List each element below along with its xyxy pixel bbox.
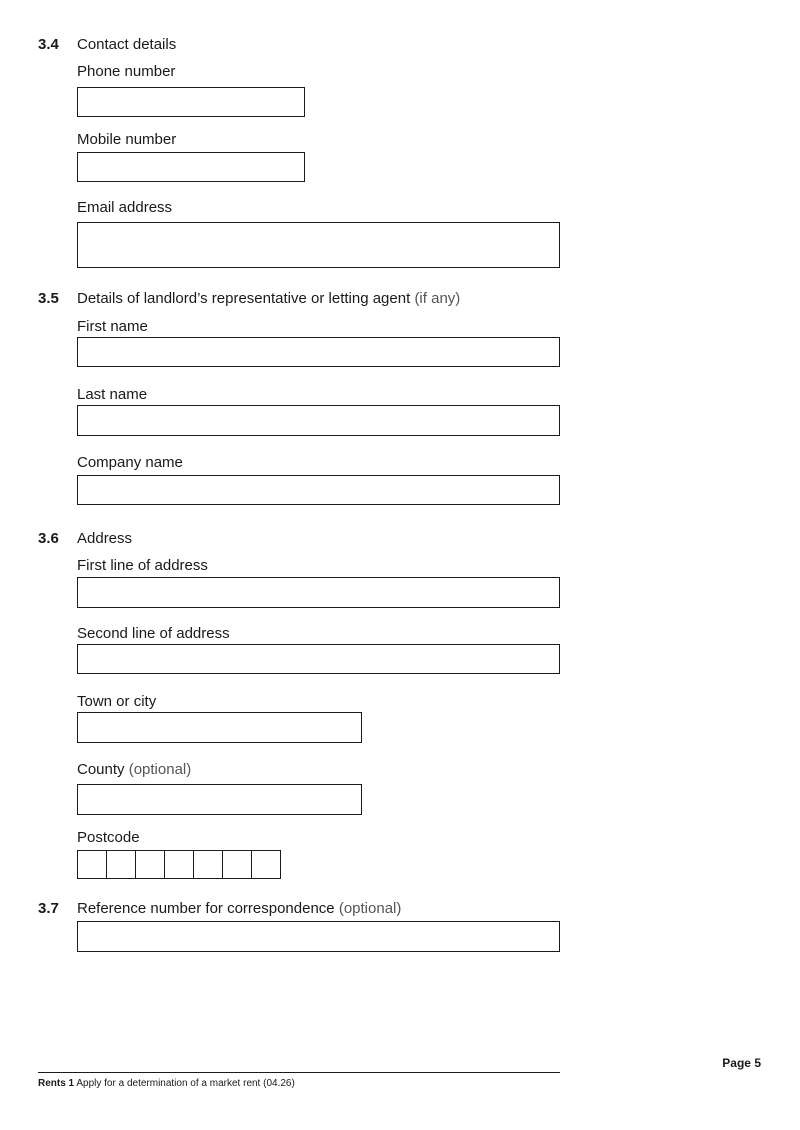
- postcode-label: Postcode: [77, 829, 140, 846]
- representative-title-note: (if any): [414, 290, 461, 307]
- mobile-label: Mobile number: [77, 131, 177, 148]
- company-name-input[interactable]: [77, 475, 560, 505]
- section-title-representative: [77, 290, 460, 307]
- postcode-cell[interactable]: [193, 850, 223, 879]
- email-label: Email address: [77, 199, 173, 216]
- reference-optional-note: (optional): [338, 900, 402, 917]
- postcode-cell[interactable]: [164, 850, 194, 879]
- section-title-address: Address: [77, 530, 133, 547]
- footer-form-code: Rents 1: [38, 1078, 75, 1089]
- town-input[interactable]: [77, 712, 362, 743]
- county-label-text: County: [77, 761, 125, 778]
- address-line1-label: First line of address: [77, 557, 208, 574]
- last-name-label: Last name: [77, 386, 148, 403]
- last-name-input[interactable]: [77, 405, 560, 436]
- postcode-cell[interactable]: [222, 850, 252, 879]
- address-line2-input[interactable]: [77, 644, 560, 674]
- postcode-cell[interactable]: [135, 850, 165, 879]
- postcode-cell[interactable]: [106, 850, 136, 879]
- address-line1-input[interactable]: [77, 577, 560, 608]
- postcode-boxes: [77, 850, 281, 879]
- county-input[interactable]: [77, 784, 362, 815]
- address-line2-label: Second line of address: [77, 625, 230, 642]
- footer-form-info: [38, 1078, 295, 1089]
- first-name-label: First name: [77, 318, 148, 335]
- representative-title-text: Details of landlord’s representative or letting agent: [77, 290, 411, 307]
- county-optional-note: (optional): [128, 761, 192, 778]
- town-label: Town or city: [77, 693, 157, 710]
- section-number-3-4: 3.4: [38, 36, 59, 53]
- phone-input[interactable]: [77, 87, 305, 117]
- postcode-cell[interactable]: [77, 850, 107, 879]
- section-number-3-6: 3.6: [38, 530, 59, 547]
- section-number-3-5: 3.5: [38, 290, 59, 307]
- footer-divider: [38, 1072, 560, 1073]
- reference-title-text: Reference number for correspondence: [77, 900, 335, 917]
- section-title-reference: [77, 900, 401, 917]
- company-name-label: Company name: [77, 454, 183, 471]
- first-name-input[interactable]: [77, 337, 560, 367]
- section-title-contact-details: Contact details: [77, 36, 177, 53]
- mobile-input[interactable]: [77, 152, 305, 182]
- county-label: [77, 761, 191, 778]
- footer-form-title: Apply for a determination of a market rent (04.26): [76, 1078, 295, 1089]
- phone-label: Phone number: [77, 63, 176, 80]
- page-number: Page 5: [722, 1056, 761, 1070]
- postcode-cell[interactable]: [251, 850, 281, 879]
- email-input[interactable]: [77, 222, 560, 268]
- reference-input[interactable]: [77, 921, 560, 952]
- section-number-3-7: 3.7: [38, 900, 59, 917]
